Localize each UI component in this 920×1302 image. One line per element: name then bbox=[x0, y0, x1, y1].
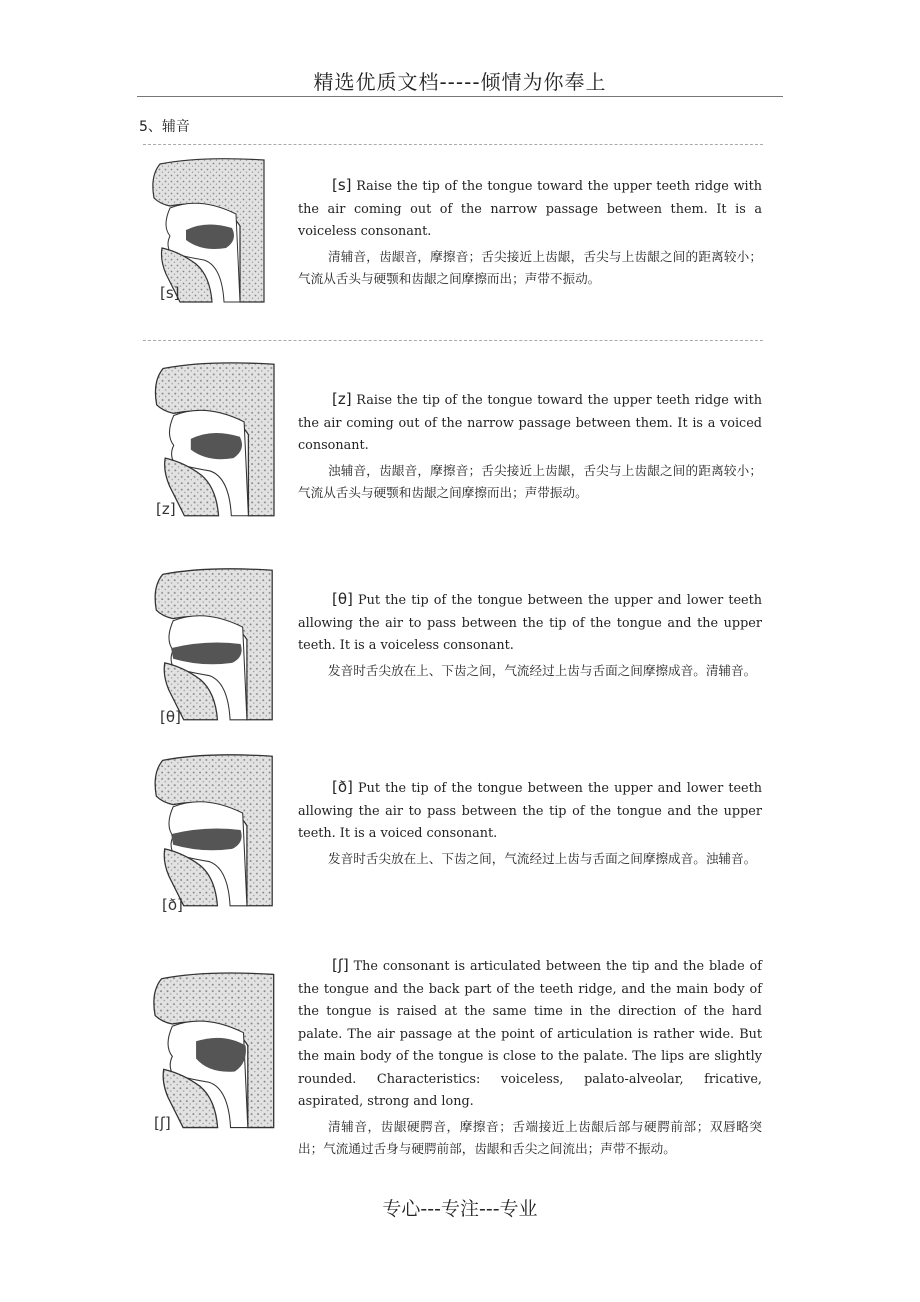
page-header: 精选优质文档-----倾情为你奉上 bbox=[313, 70, 607, 94]
phonetic-symbol: [ʃ] bbox=[332, 956, 349, 974]
diagram-label: [ʃ] bbox=[154, 1114, 171, 1132]
english-text: The consonant is articulated between the tip and the blade of the tongue and the back part of the teeth ridge, and the main body of the tongue is raised at the same time in the direction of the hard palate. The air passage at the point of articulation is rather wide. But the main body of the tongue is close to the palate. The lips are slightly rounded. Characteristics: voiceless, palato-alveolar, fricative, aspirated, strong and long. bbox=[298, 959, 762, 1109]
phonetic-symbol: [s] bbox=[332, 176, 352, 194]
diagram-label: [ð] bbox=[162, 896, 183, 914]
english-description bbox=[298, 776, 762, 846]
english-description bbox=[298, 954, 762, 1114]
description bbox=[298, 174, 762, 291]
description bbox=[298, 776, 762, 870]
divider bbox=[143, 340, 763, 341]
consonant-block-z bbox=[140, 360, 770, 520]
diagram-label: [θ] bbox=[160, 708, 181, 726]
english-text: Put the tip of the tongue between the upper and lower teeth allowing the air to pass between the tip of the tongue and the upper teeth. It is a voiceless consonant. bbox=[298, 593, 762, 653]
divider bbox=[143, 144, 763, 145]
mouth-diagram-z bbox=[140, 360, 280, 520]
consonant-block-esh bbox=[140, 950, 770, 1170]
section-title: 5、辅音 bbox=[139, 119, 190, 135]
english-text: Put the tip of the tongue between the upper and lower teeth allowing the air to pass between the tip of the tongue and the upper teeth. It is a voiced consonant. bbox=[298, 781, 762, 841]
chinese-description: 发音时舌尖放在上、下齿之间，气流经过上齿与舌面之间摩擦成音。清辅音。 bbox=[328, 662, 757, 678]
phonetic-symbol: [ð] bbox=[332, 778, 353, 796]
mouth-diagram-eth bbox=[140, 752, 278, 910]
consonant-block-theta bbox=[140, 566, 770, 731]
chinese-description: 发音时舌尖放在上、下齿之间，气流经过上齿与舌面之间摩擦成音。浊辅音。 bbox=[328, 850, 757, 866]
phonetic-symbol: [z] bbox=[332, 390, 352, 408]
consonant-block-eth bbox=[140, 752, 770, 917]
description bbox=[298, 588, 762, 682]
description bbox=[298, 388, 762, 505]
chinese-description: 清辅音，齿龈硬腭音，摩擦音；舌端接近上齿龈后部与硬腭前部；双唇略突出；气流通过舌身与硬腭前部，齿龈和舌尖之间流出；声带不振动。 bbox=[298, 1118, 762, 1156]
english-text: Raise the tip of the tongue toward the upper teeth ridge with the air coming out of the narrow passage between them. It is a voiceless consonant. bbox=[298, 179, 762, 239]
english-description bbox=[298, 388, 762, 458]
description bbox=[298, 954, 762, 1161]
chinese-description: 浊辅音，齿龈音，摩擦音；舌尖接近上齿龈，舌尖与上齿龈之间的距离较小；气流从舌头与硬颚和齿龈之间摩擦而出；声带振动。 bbox=[298, 462, 762, 500]
mouth-diagram-esh bbox=[140, 970, 278, 1132]
consonant-block-s bbox=[140, 156, 770, 316]
page-footer: 专心---专注---专业 bbox=[382, 1198, 538, 1220]
chinese-description: 清辅音，齿龈音，摩擦音；舌尖接近上齿龈，舌尖与上齿龈之间的距离较小；气流从舌头与硬颚和齿龈之间摩擦而出；声带不振动。 bbox=[298, 248, 762, 286]
diagram-label: [z] bbox=[156, 500, 176, 518]
diagram-label: [s] bbox=[160, 284, 180, 302]
english-text: Raise the tip of the tongue toward the upper teeth ridge with the air coming out of the narrow passage between them. It is a voiced consonant. bbox=[298, 393, 762, 453]
english-description bbox=[298, 174, 762, 244]
phonetic-symbol: [θ] bbox=[332, 590, 353, 608]
header-rule bbox=[137, 96, 783, 97]
mouth-diagram-theta bbox=[140, 566, 278, 724]
english-description bbox=[298, 588, 762, 658]
